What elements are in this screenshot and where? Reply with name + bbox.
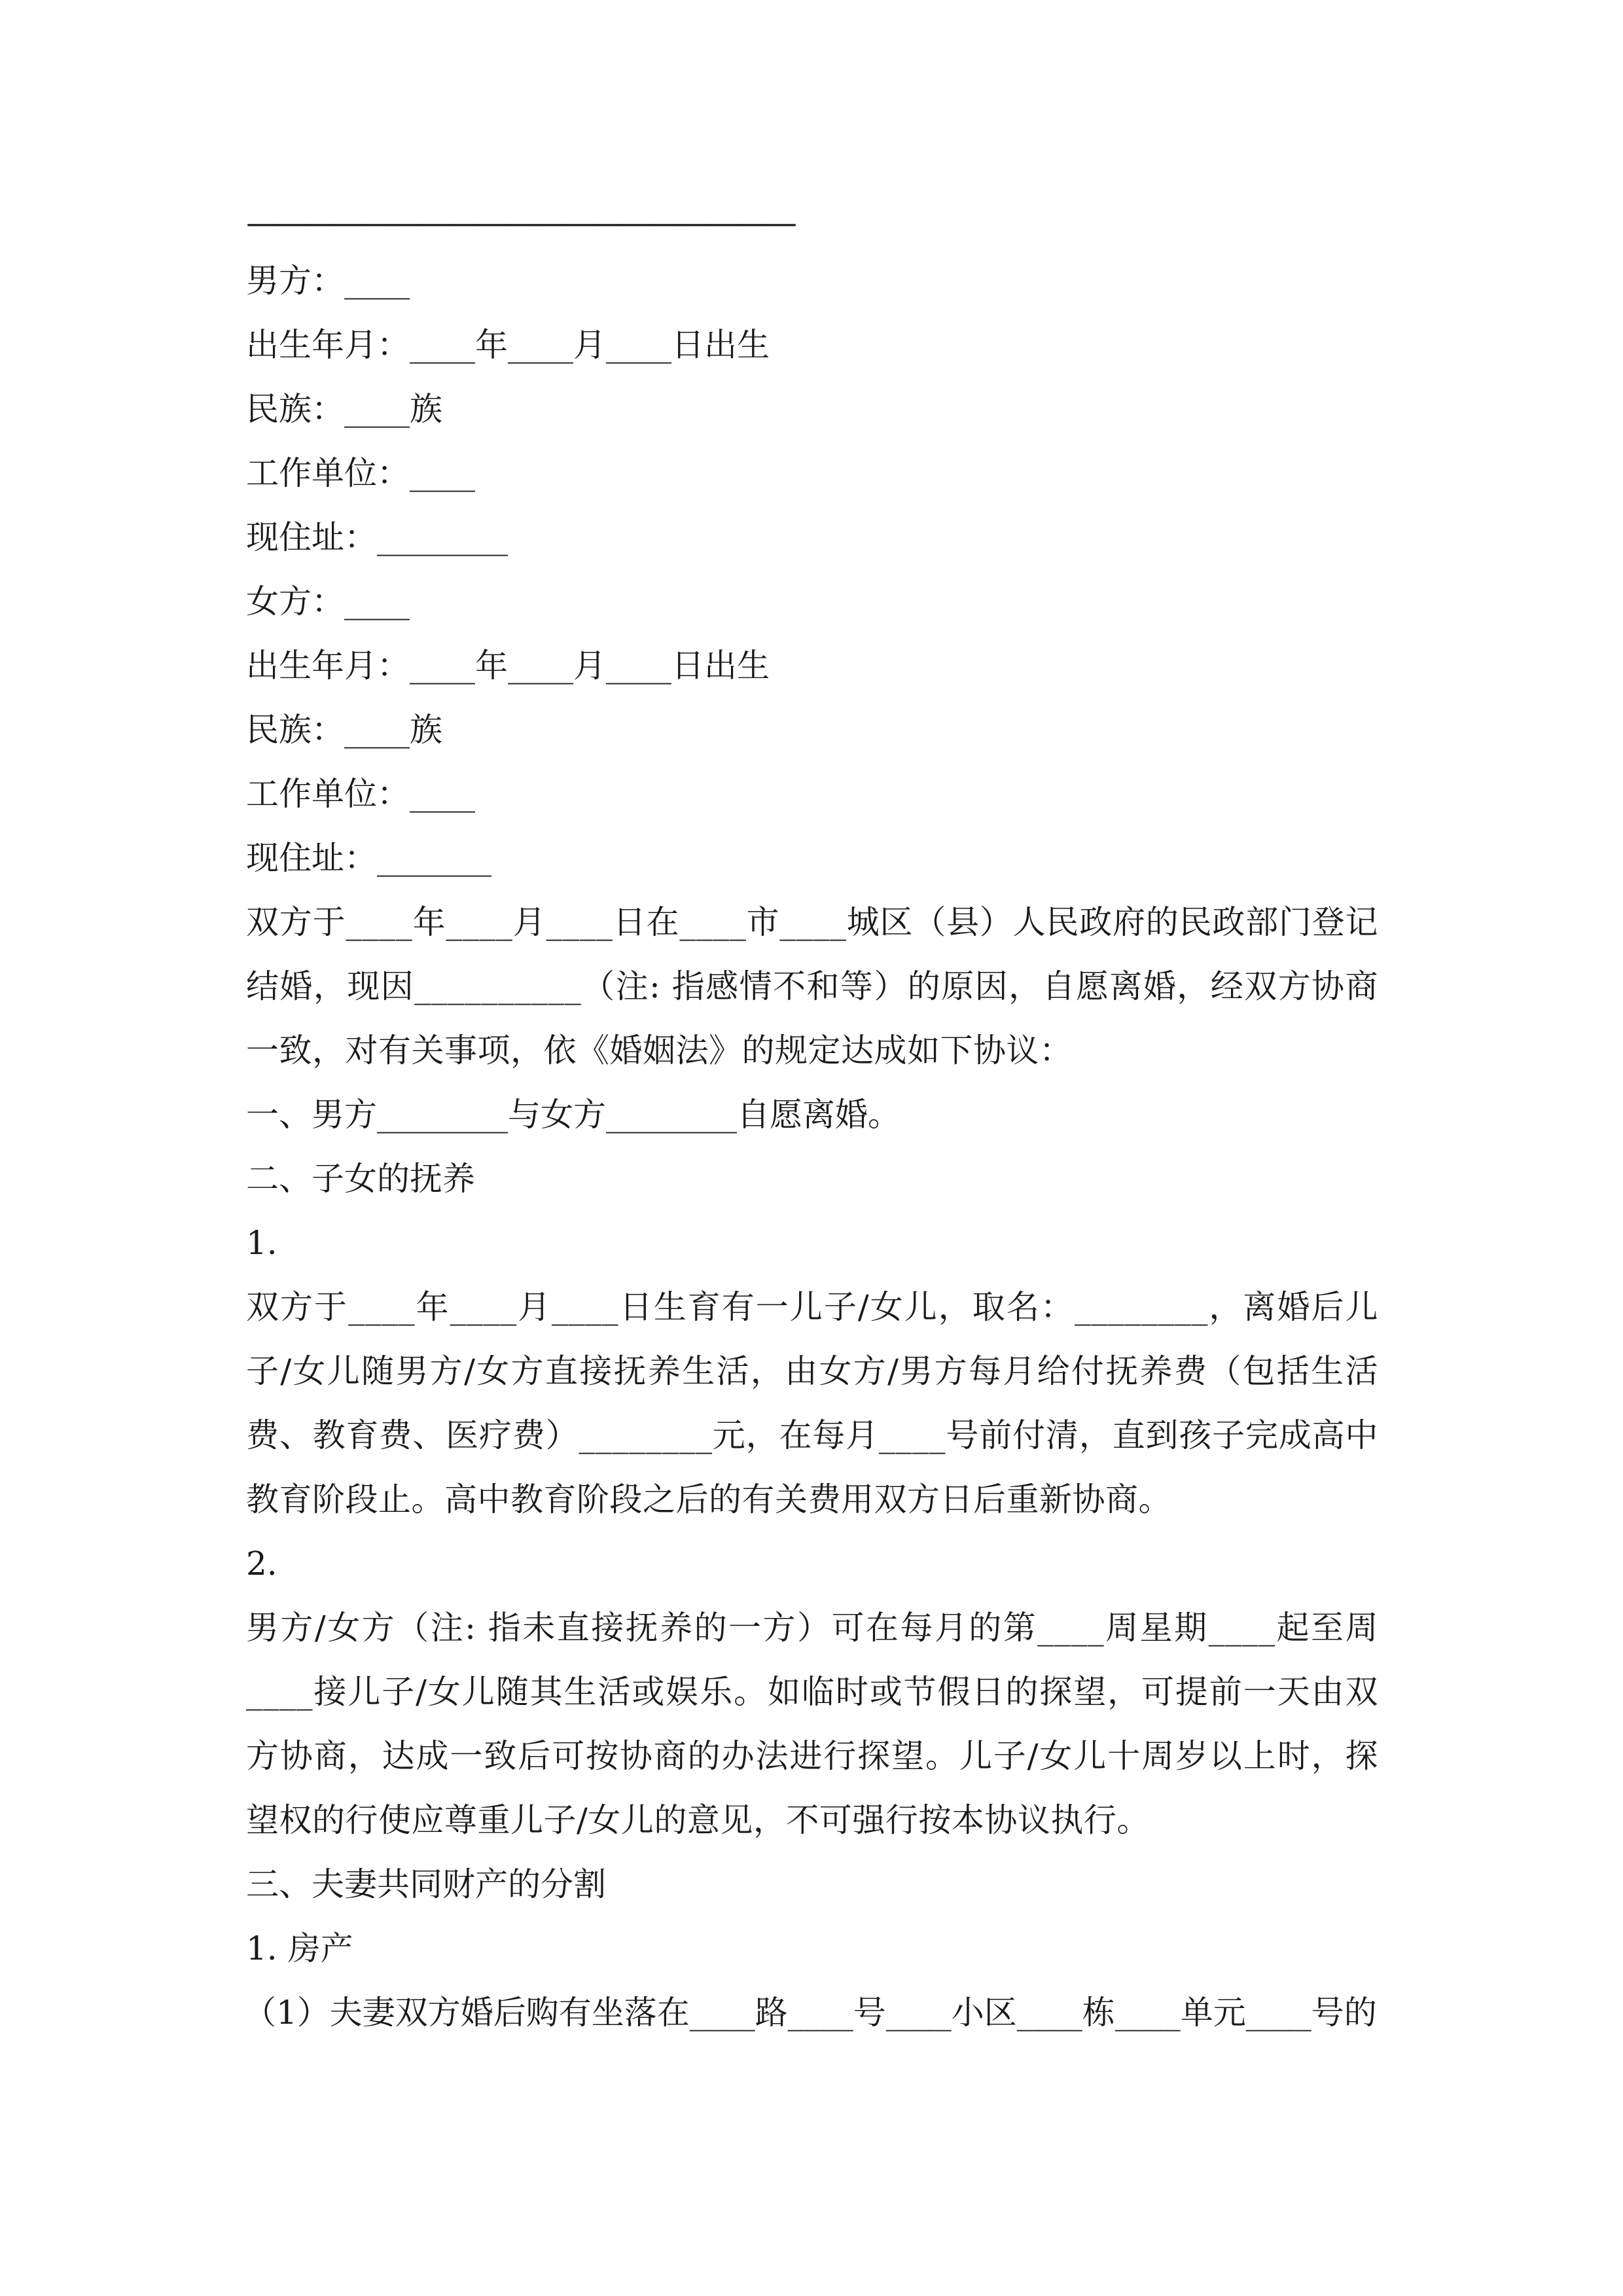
woman-ethnic-line: 民族：____族 — [246, 711, 442, 749]
man-ethnic-line: 民族：____族 — [246, 390, 442, 428]
man-address-line: 现住址：________ — [246, 518, 508, 556]
woman-work-line: 工作单位：____ — [246, 775, 475, 813]
clause-1: 一、男方________与女方________自愿离婚。 — [246, 1096, 901, 1134]
intro-paragraph: 双方于____年____月____日在____市____城区（县）人民政府的民政部门登记结婚，现因__________（注: 指感情不和等）的原因，自愿离婚，经双方协商一致，对有关事项，依《婚姻法》的规定达成如下协议： — [246, 903, 1378, 1069]
clause-2-item-1-number: 1. — [246, 1224, 277, 1262]
woman-address-line: 现住址：_______ — [246, 839, 491, 877]
clause-3-title: 三、夫妻共同财产的分割 — [246, 1865, 606, 1903]
man-name-line: 男方：____ — [246, 262, 410, 300]
clause-2-item-1-text: 双方于____年____月____日生育有一儿子/女儿，取名：________，离婚后儿子/女儿随男方/女方直接抚养生活，由女方/男方每月给付抚养费（包括生活费、教育费、医疗费）________元，在每月____号前付清，直到孩子完成高中教育阶段止。高中教育阶段之后的有关费用双方日后重新协商。 — [246, 1288, 1378, 1518]
clause-2-item-2-number: 2. — [246, 1545, 277, 1583]
document-page — [243, 196, 1378, 2045]
clause-2-item-2-text: 男方/女方（注: 指未直接抚养的一方）可在每月的第____周星期____起至周____接儿子/女儿随其生活或娱乐。如临时或节假日的探望，可提前一天由双方协商，达成一致后可按协商的办法进行探望。儿子/女儿十周岁以上时，探望权的行使应尊重儿子/女儿的意见，不可强行按本协议执行。 — [246, 1609, 1378, 1839]
clause-2-title: 二、子女的抚养 — [246, 1160, 475, 1198]
woman-name-line: 女方：____ — [246, 583, 410, 620]
top-rule: ——————————————————— — [246, 204, 793, 242]
man-birth-line: 出生年月：____年____月____日出生 — [246, 326, 770, 364]
clause-3-item-1-sub-1: （1）夫妻双方婚后购有坐落在____路____号____小区____栋____单元____号的 — [243, 1994, 1377, 2032]
man-work-line: 工作单位：____ — [246, 454, 475, 492]
clause-3-item-1-title: 1. 房产 — [246, 1929, 353, 1967]
woman-birth-line: 出生年月：____年____月____日出生 — [246, 647, 770, 685]
